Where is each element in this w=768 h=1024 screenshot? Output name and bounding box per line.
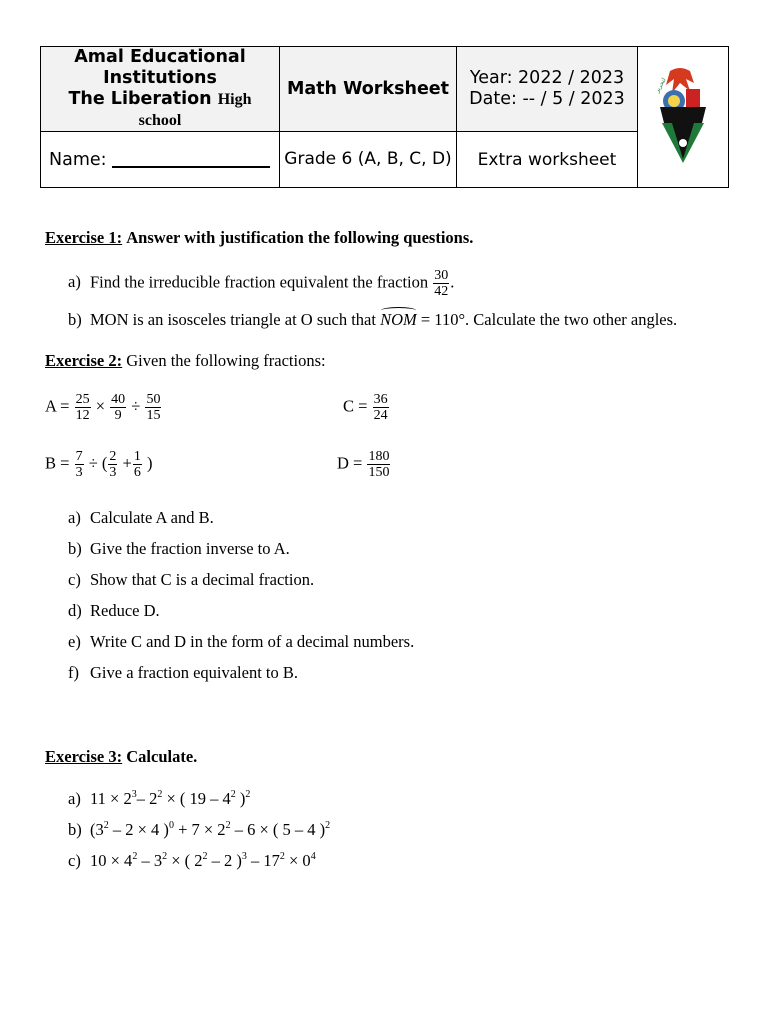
extra-worksheet-label: Extra worksheet <box>457 132 638 188</box>
exercise1-question-b: b) MON is an isosceles triangle at O such that NOM = 110°. Calculate the two other angles. <box>68 310 678 329</box>
year-date: Year: 2022 / 2023 Date: -- / 5 / 2023 <box>457 47 638 132</box>
exercise2-title: Exercise 2: Given the following fractions: <box>45 351 326 370</box>
school-emblem-icon <box>650 63 716 167</box>
fraction-d: D = $\frac{180}{150}$ <box>337 449 390 480</box>
svg-text:ﻟﺘﺤﺮﻳﺮ: ﻟﺘﺤﺮﻳﺮ <box>653 76 668 94</box>
exercise2-question-f: f) Give a fraction equivalent to B. <box>68 663 299 682</box>
exercise1-question-a: a) Find the irreducible fraction equivalent the fraction $\frac{30}{42}$ . <box>68 268 455 299</box>
exercise2-question-a: a) Calculate A and B. <box>68 508 214 527</box>
fraction-c: C = $\frac{36}{24}$ <box>343 392 388 423</box>
exercise3-title: Exercise 3: Calculate. <box>45 747 198 766</box>
exercise1-title: Exercise 1: Answer with justification the following questions. <box>45 228 474 247</box>
exercise3-question-b: b) ($3^2 - 2 \times 4$ )$^0 + 7 \times 2^2 - 6$ × ( 5 – 4 )$^2$ <box>68 820 331 839</box>
worksheet-title: Math Worksheet <box>280 47 457 132</box>
header-table <box>40 46 729 188</box>
exercise3-question-c: c) $10 \times 4^2 - 3^2$ × ( $2^2 - 2$ )$^3 - 17^2 \times 0^4$ <box>68 851 316 870</box>
grade-label: Grade 6 (A, B, C, D) <box>280 132 457 188</box>
fraction-b: B = $\frac{7}{3}$ ÷ ( $\frac{2}{3}$ + $\frac{1}{6}$ ) <box>45 449 153 480</box>
school-name: Amal Educational Institutions The Liberation High school <box>41 47 280 132</box>
name-field[interactable]: Name: <box>41 132 280 188</box>
exercise2-question-b: b) Give the fraction inverse to A. <box>68 539 290 558</box>
name-blank[interactable] <box>112 151 270 168</box>
angle-nom: NOM <box>380 310 417 329</box>
exercise3-question-a: a) $11 \times 2^3-$ $2^2$ × ( $19 - 4^2$ )$^2$ <box>68 789 251 808</box>
fraction-a: A = $\frac{25}{12}$ × $\frac{40}{9}$ ÷ $\frac{50}{15}$ <box>45 392 161 423</box>
logo-cell <box>638 47 729 188</box>
exercise2-question-d: d) Reduce D. <box>68 601 160 620</box>
exercise2-question-e: e) Write C and D in the form of a decimal numbers. <box>68 632 415 651</box>
exercise2-question-c: c) Show that C is a decimal fraction. <box>68 570 315 589</box>
